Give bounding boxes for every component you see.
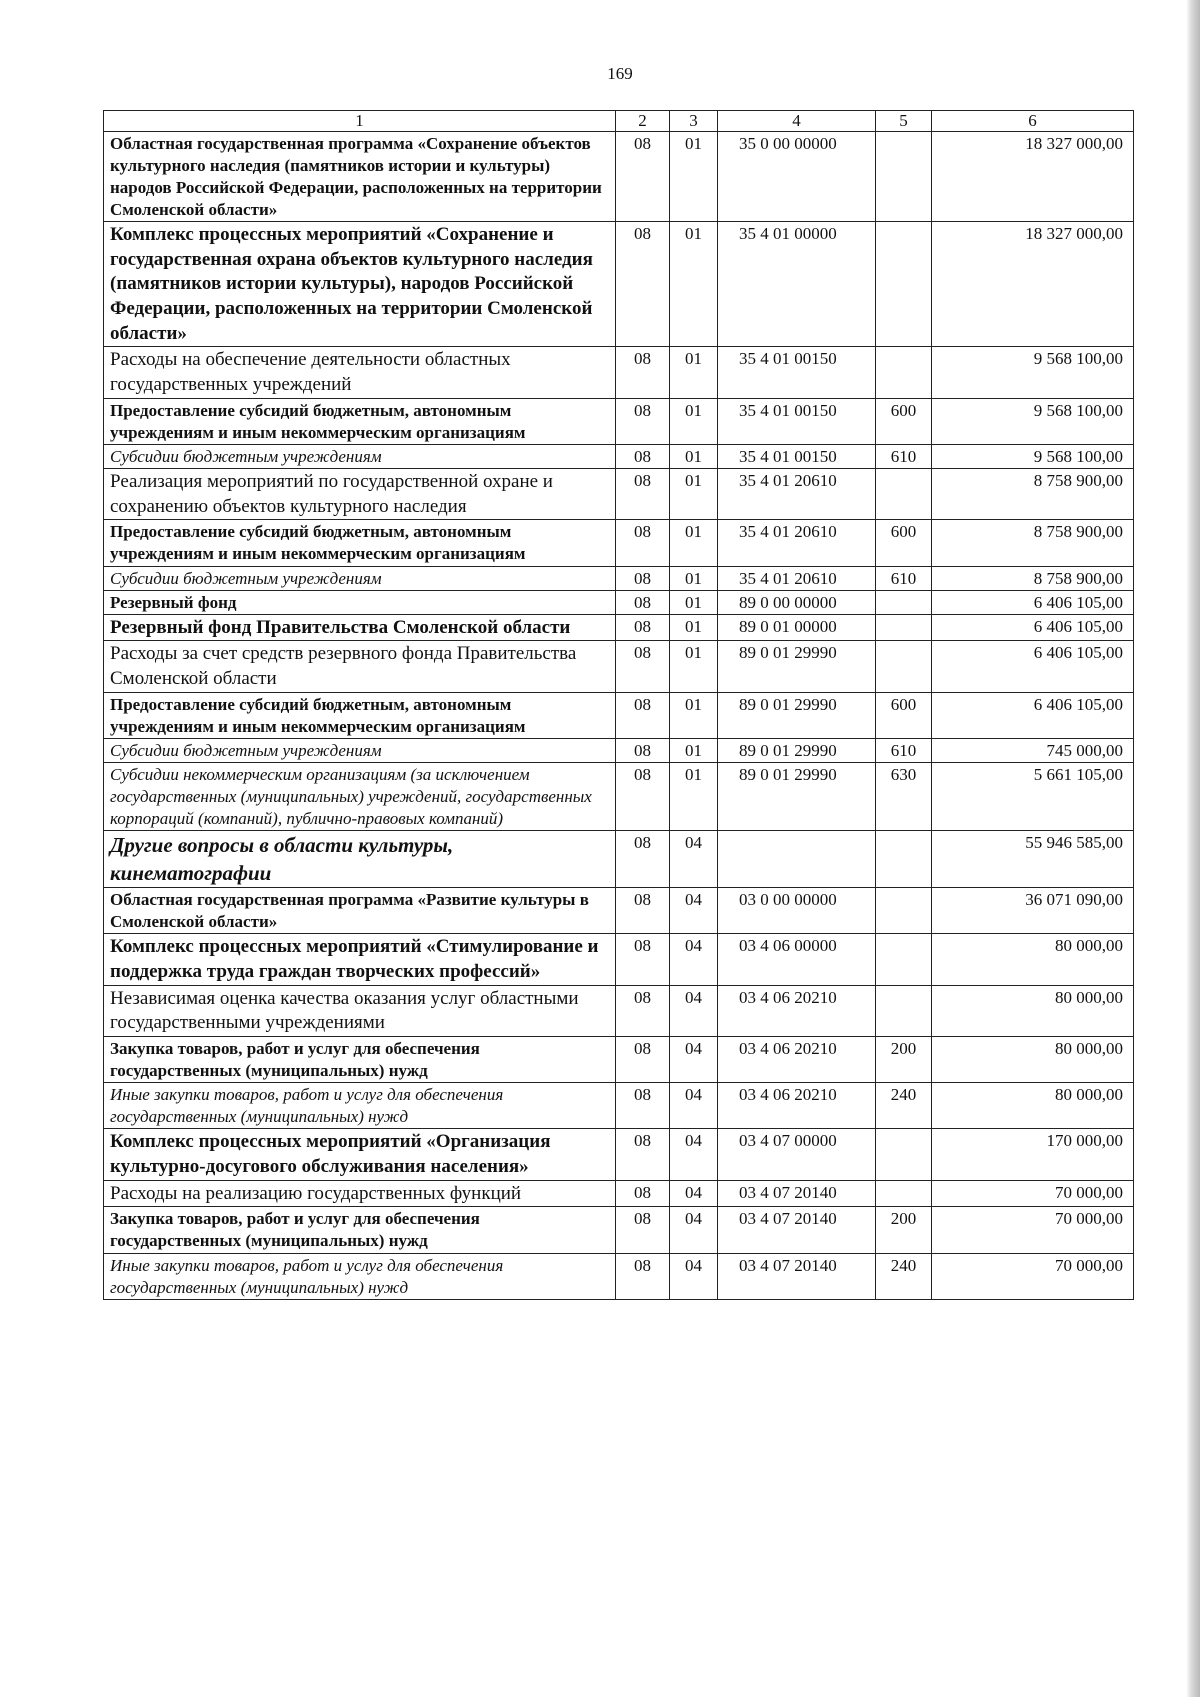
expense-type-code: 610 bbox=[876, 444, 932, 468]
subsection-code: 01 bbox=[670, 641, 718, 692]
expense-type-code: 610 bbox=[876, 566, 932, 590]
target-article-code: 89 0 00 00000 bbox=[718, 590, 876, 614]
subsection-code: 04 bbox=[670, 1083, 718, 1129]
row-name: Иные закупки товаров, работ и услуг для обеспечения государственных (муниципальных) нужд bbox=[104, 1253, 616, 1299]
header-cell: 3 bbox=[670, 111, 718, 132]
row-name: Резервный фонд Правительства Смоленской области bbox=[104, 614, 616, 641]
table-row bbox=[104, 1036, 1134, 1082]
subsection-code: 01 bbox=[670, 614, 718, 641]
expense-type-code bbox=[876, 641, 932, 692]
row-name: Расходы на реализацию государственных функций bbox=[104, 1180, 616, 1207]
header-cell: 5 bbox=[876, 111, 932, 132]
table-row bbox=[104, 887, 1134, 933]
target-article-code: 89 0 01 29990 bbox=[718, 763, 876, 831]
section-code: 08 bbox=[616, 1129, 670, 1180]
subsection-code: 01 bbox=[670, 398, 718, 444]
expense-type-code bbox=[876, 614, 932, 641]
amount: 8 758 900,00 bbox=[932, 469, 1134, 520]
expense-type-code bbox=[876, 1129, 932, 1180]
expense-type-code: 600 bbox=[876, 692, 932, 738]
row-name: Субсидии бюджетным учреждениям bbox=[104, 566, 616, 590]
table-row bbox=[104, 1083, 1134, 1129]
section-code: 08 bbox=[616, 1036, 670, 1082]
expense-type-code: 600 bbox=[876, 398, 932, 444]
subsection-code: 04 bbox=[670, 1180, 718, 1207]
table-row bbox=[104, 131, 1134, 221]
section-code: 08 bbox=[616, 520, 670, 566]
expense-type-code bbox=[876, 469, 932, 520]
section-code: 08 bbox=[616, 566, 670, 590]
row-name: Субсидии бюджетным учреждениям bbox=[104, 444, 616, 468]
section-code: 08 bbox=[616, 1253, 670, 1299]
target-article-code: 03 4 07 20140 bbox=[718, 1253, 876, 1299]
row-name: Субсидии бюджетным учреждениям bbox=[104, 739, 616, 763]
section-code: 08 bbox=[616, 1180, 670, 1207]
subsection-code: 01 bbox=[670, 566, 718, 590]
table-row bbox=[104, 444, 1134, 468]
target-article-code: 35 4 01 20610 bbox=[718, 566, 876, 590]
section-code: 08 bbox=[616, 739, 670, 763]
target-article-code: 03 4 07 00000 bbox=[718, 1129, 876, 1180]
row-name: Предоставление субсидий бюджетным, автономным учреждениям и иным некоммерческим организациям bbox=[104, 692, 616, 738]
table-row bbox=[104, 641, 1134, 692]
target-article-code: 35 4 01 00150 bbox=[718, 398, 876, 444]
target-article-code: 35 4 01 00150 bbox=[718, 347, 876, 398]
row-name: Иные закупки товаров, работ и услуг для обеспечения государственных (муниципальных) нужд bbox=[104, 1083, 616, 1129]
header-cell: 4 bbox=[718, 111, 876, 132]
row-name: Закупка товаров, работ и услуг для обеспечения государственных (муниципальных) нужд bbox=[104, 1207, 616, 1253]
subsection-code: 04 bbox=[670, 1253, 718, 1299]
row-name: Субсидии некоммерческим организациям (за исключением государственных (муниципальных) учреждений, государственных корпораций (компаний), публично-правовых компаний) bbox=[104, 763, 616, 831]
target-article-code: 35 4 01 20610 bbox=[718, 520, 876, 566]
amount: 18 327 000,00 bbox=[932, 221, 1134, 346]
table-row bbox=[104, 221, 1134, 346]
subsection-code: 01 bbox=[670, 692, 718, 738]
expense-type-code: 630 bbox=[876, 763, 932, 831]
amount: 8 758 900,00 bbox=[932, 566, 1134, 590]
row-name: Комплекс процессных мероприятий «Сохранение и государственная охрана объектов культурного наследия (памятников истории культуры), народов Российской Федерации, расположенных на территории Смоленской области» bbox=[104, 221, 616, 346]
section-code: 08 bbox=[616, 1207, 670, 1253]
expense-type-code: 600 bbox=[876, 520, 932, 566]
expense-type-code bbox=[876, 1180, 932, 1207]
target-article-code: 89 0 01 29990 bbox=[718, 641, 876, 692]
expense-type-code: 610 bbox=[876, 739, 932, 763]
expense-type-code bbox=[876, 131, 932, 221]
row-name: Областная государственная программа «Развитие культуры в Смоленской области» bbox=[104, 887, 616, 933]
section-code: 08 bbox=[616, 1083, 670, 1129]
amount: 70 000,00 bbox=[932, 1180, 1134, 1207]
amount: 8 758 900,00 bbox=[932, 520, 1134, 566]
subsection-code: 04 bbox=[670, 887, 718, 933]
target-article-code: 89 0 01 29990 bbox=[718, 692, 876, 738]
subsection-code: 04 bbox=[670, 1129, 718, 1180]
amount: 80 000,00 bbox=[932, 985, 1134, 1036]
expense-type-code: 240 bbox=[876, 1083, 932, 1129]
budget-table bbox=[103, 110, 1134, 1300]
table-row bbox=[104, 1180, 1134, 1207]
amount: 9 568 100,00 bbox=[932, 398, 1134, 444]
subsection-code: 01 bbox=[670, 763, 718, 831]
subsection-code: 04 bbox=[670, 934, 718, 985]
expense-type-code bbox=[876, 934, 932, 985]
table-row bbox=[104, 469, 1134, 520]
row-name: Реализация мероприятий по государственной охране и сохранению объектов культурного наследия bbox=[104, 469, 616, 520]
target-article-code: 03 4 07 20140 bbox=[718, 1207, 876, 1253]
subsection-code: 01 bbox=[670, 221, 718, 346]
section-code: 08 bbox=[616, 692, 670, 738]
target-article-code: 03 0 00 00000 bbox=[718, 887, 876, 933]
subsection-code: 04 bbox=[670, 831, 718, 888]
expense-type-code bbox=[876, 347, 932, 398]
section-code: 08 bbox=[616, 131, 670, 221]
table-row bbox=[104, 614, 1134, 641]
amount: 80 000,00 bbox=[932, 934, 1134, 985]
subsection-code: 01 bbox=[670, 469, 718, 520]
table-row bbox=[104, 763, 1134, 831]
row-name: Резервный фонд bbox=[104, 590, 616, 614]
amount: 9 568 100,00 bbox=[932, 444, 1134, 468]
expense-type-code bbox=[876, 590, 932, 614]
section-code: 08 bbox=[616, 590, 670, 614]
table-row bbox=[104, 520, 1134, 566]
subsection-code: 04 bbox=[670, 985, 718, 1036]
row-name: Комплекс процессных мероприятий «Стимулирование и поддержка труда граждан творческих профессий» bbox=[104, 934, 616, 985]
table-row bbox=[104, 985, 1134, 1036]
target-article-code: 03 4 06 00000 bbox=[718, 934, 876, 985]
section-code: 08 bbox=[616, 398, 670, 444]
expense-type-code bbox=[876, 831, 932, 888]
section-code: 08 bbox=[616, 641, 670, 692]
expense-type-code: 200 bbox=[876, 1207, 932, 1253]
subsection-code: 01 bbox=[670, 444, 718, 468]
amount: 6 406 105,00 bbox=[932, 692, 1134, 738]
amount: 70 000,00 bbox=[932, 1207, 1134, 1253]
amount: 6 406 105,00 bbox=[932, 614, 1134, 641]
table-row bbox=[104, 934, 1134, 985]
expense-type-code bbox=[876, 985, 932, 1036]
amount: 9 568 100,00 bbox=[932, 347, 1134, 398]
page-edge-shadow bbox=[1186, 0, 1200, 1697]
table-row bbox=[104, 1207, 1134, 1253]
expense-type-code bbox=[876, 221, 932, 346]
section-code: 08 bbox=[616, 763, 670, 831]
amount: 70 000,00 bbox=[932, 1253, 1134, 1299]
target-article-code: 89 0 01 00000 bbox=[718, 614, 876, 641]
table-row bbox=[104, 739, 1134, 763]
table-row bbox=[104, 831, 1134, 888]
row-name: Расходы за счет средств резервного фонда Правительства Смоленской области bbox=[104, 641, 616, 692]
amount: 170 000,00 bbox=[932, 1129, 1134, 1180]
section-code: 08 bbox=[616, 614, 670, 641]
target-article-code: 35 0 00 00000 bbox=[718, 131, 876, 221]
subsection-code: 01 bbox=[670, 131, 718, 221]
table-row bbox=[104, 1253, 1134, 1299]
subsection-code: 01 bbox=[670, 739, 718, 763]
header-cell: 6 bbox=[932, 111, 1134, 132]
amount: 745 000,00 bbox=[932, 739, 1134, 763]
row-name: Предоставление субсидий бюджетным, автономным учреждениям и иным некоммерческим организациям bbox=[104, 520, 616, 566]
row-name: Другие вопросы в области культуры, кинематографии bbox=[104, 831, 616, 888]
expense-type-code: 240 bbox=[876, 1253, 932, 1299]
target-article-code bbox=[718, 831, 876, 888]
row-name: Комплекс процессных мероприятий «Организация культурно-досугового обслуживания населения» bbox=[104, 1129, 616, 1180]
section-code: 08 bbox=[616, 221, 670, 346]
amount: 55 946 585,00 bbox=[932, 831, 1134, 888]
section-code: 08 bbox=[616, 444, 670, 468]
amount: 6 406 105,00 bbox=[932, 641, 1134, 692]
subsection-code: 04 bbox=[670, 1207, 718, 1253]
expense-type-code bbox=[876, 887, 932, 933]
target-article-code: 03 4 07 20140 bbox=[718, 1180, 876, 1207]
amount: 80 000,00 bbox=[932, 1036, 1134, 1082]
table-row bbox=[104, 347, 1134, 398]
table-row bbox=[104, 566, 1134, 590]
section-code: 08 bbox=[616, 347, 670, 398]
amount: 6 406 105,00 bbox=[932, 590, 1134, 614]
row-name: Областная государственная программа «Сохранение объектов культурного наследия (памятников истории и культуры) народов Российской Федерации, расположенных на территории Смоленской области» bbox=[104, 131, 616, 221]
target-article-code: 89 0 01 29990 bbox=[718, 739, 876, 763]
target-article-code: 35 4 01 20610 bbox=[718, 469, 876, 520]
header-cell: 2 bbox=[616, 111, 670, 132]
section-code: 08 bbox=[616, 985, 670, 1036]
table-row bbox=[104, 398, 1134, 444]
target-article-code: 03 4 06 20210 bbox=[718, 985, 876, 1036]
page-number: 169 bbox=[607, 64, 633, 83]
section-code: 08 bbox=[616, 831, 670, 888]
section-code: 08 bbox=[616, 934, 670, 985]
subsection-code: 01 bbox=[670, 347, 718, 398]
target-article-code: 35 4 01 00150 bbox=[718, 444, 876, 468]
table-body bbox=[104, 131, 1134, 1299]
target-article-code: 35 4 01 00000 bbox=[718, 221, 876, 346]
row-name: Независимая оценка качества оказания услуг областными государственными учреждениями bbox=[104, 985, 616, 1036]
table-row bbox=[104, 1129, 1134, 1180]
row-name: Закупка товаров, работ и услуг для обеспечения государственных (муниципальных) нужд bbox=[104, 1036, 616, 1082]
expense-type-code: 200 bbox=[876, 1036, 932, 1082]
amount: 5 661 105,00 bbox=[932, 763, 1134, 831]
amount: 80 000,00 bbox=[932, 1083, 1134, 1129]
section-code: 08 bbox=[616, 469, 670, 520]
section-code: 08 bbox=[616, 887, 670, 933]
row-name: Предоставление субсидий бюджетным, автономным учреждениям и иным некоммерческим организациям bbox=[104, 398, 616, 444]
subsection-code: 01 bbox=[670, 520, 718, 566]
header-row bbox=[104, 111, 1134, 132]
table-row bbox=[104, 692, 1134, 738]
header-cell: 1 bbox=[104, 111, 616, 132]
row-name: Расходы на обеспечение деятельности областных государственных учреждений bbox=[104, 347, 616, 398]
target-article-code: 03 4 06 20210 bbox=[718, 1083, 876, 1129]
amount: 18 327 000,00 bbox=[932, 131, 1134, 221]
amount: 36 071 090,00 bbox=[932, 887, 1134, 933]
subsection-code: 04 bbox=[670, 1036, 718, 1082]
table-row bbox=[104, 590, 1134, 614]
subsection-code: 01 bbox=[670, 590, 718, 614]
target-article-code: 03 4 06 20210 bbox=[718, 1036, 876, 1082]
